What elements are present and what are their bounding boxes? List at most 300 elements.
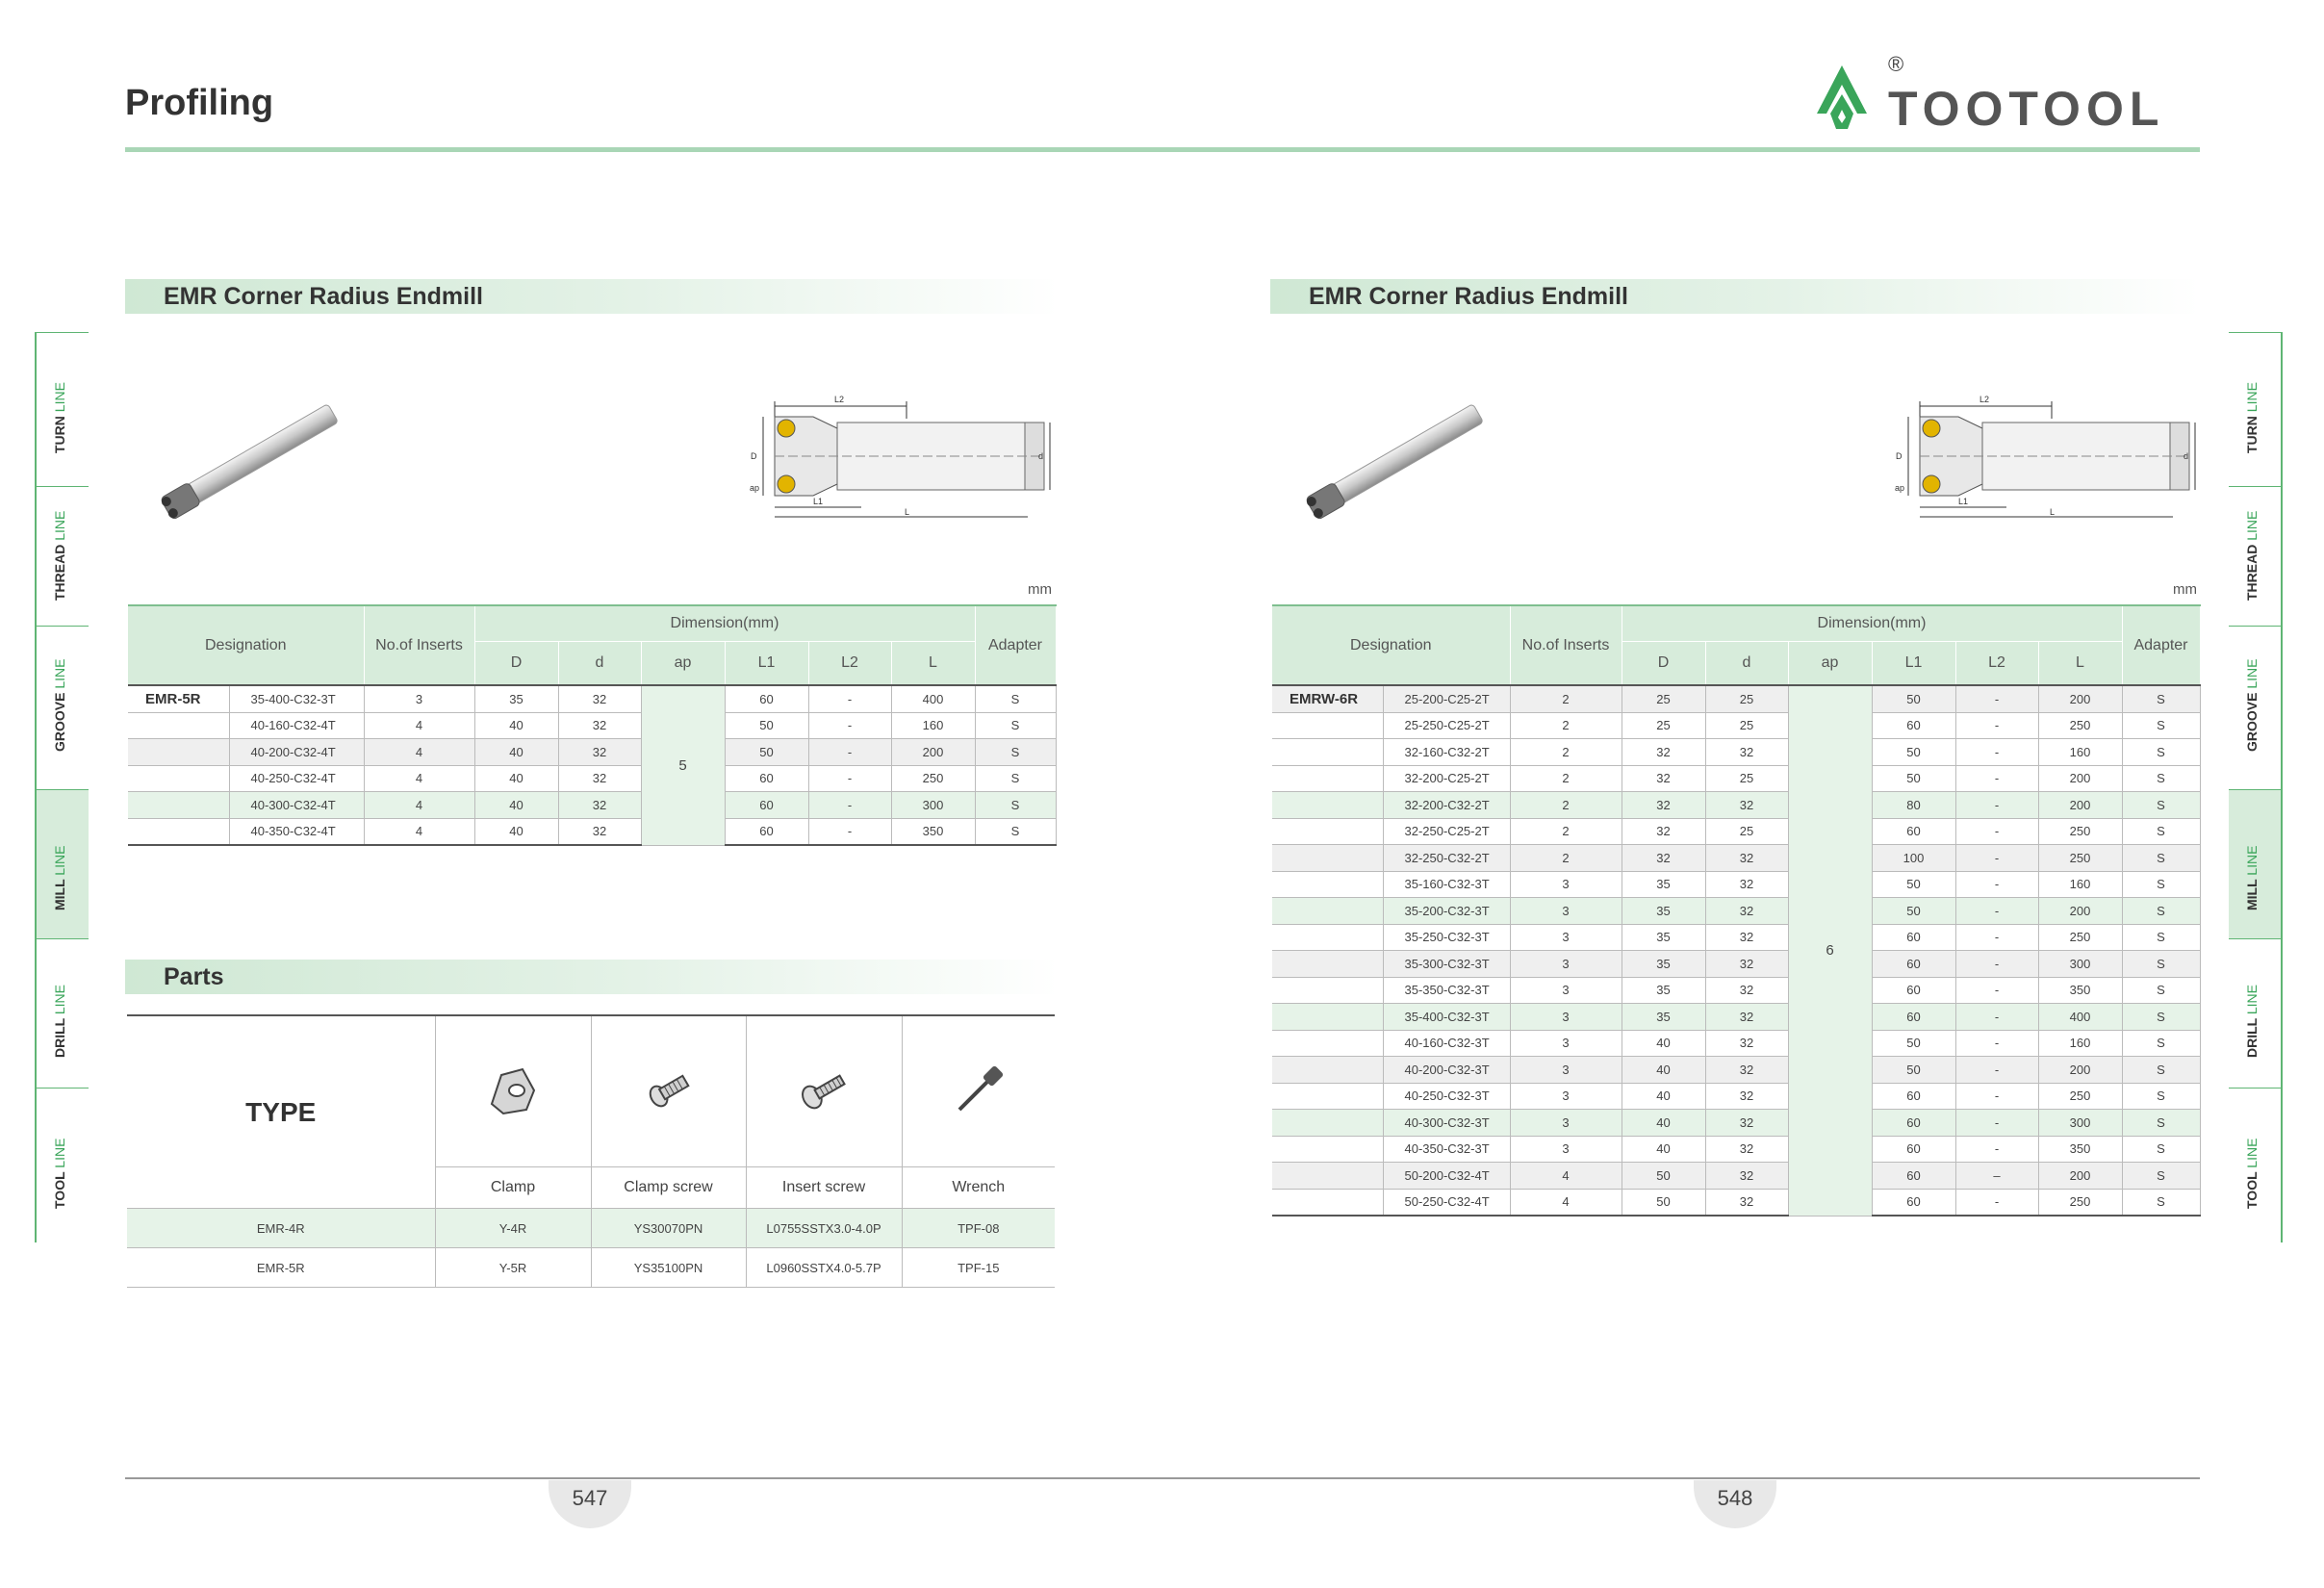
designation-cell: 40-350-C32-3T: [1383, 1136, 1510, 1163]
designation-cell: 25-250-C25-2T: [1383, 712, 1510, 739]
table-row: [1272, 1083, 2200, 1110]
side-tab-line: LINE: [52, 845, 67, 876]
header-inserts: No.of Inserts: [364, 605, 474, 685]
section-title-left: EMR Corner Radius Endmill: [125, 279, 1059, 314]
clamp-image: [435, 1015, 591, 1167]
D-cell: 35: [1622, 977, 1705, 1004]
dimension-diagram-right: [1891, 390, 2204, 520]
d-cell: 32: [1705, 1004, 1788, 1031]
L2-cell: -: [1955, 818, 2038, 845]
series-empty: [1272, 951, 1383, 978]
side-tab-word: MILL: [2244, 879, 2260, 910]
inserts-cell: 4: [364, 739, 474, 766]
header-dimension: Dimension(mm): [1622, 605, 2122, 642]
adapter-cell: S: [2122, 1110, 2200, 1137]
designation-cell: 40-160-C32-4T: [229, 712, 364, 739]
parts-col-insert-screw: Insert screw: [746, 1167, 902, 1209]
header-adapter: Adapter: [2122, 605, 2200, 685]
inserts-cell: 2: [1510, 685, 1622, 712]
side-tab-drill[interactable]: [2229, 938, 2283, 1089]
side-tab-word: TOOL: [52, 1171, 67, 1209]
header-inserts: No.of Inserts: [1510, 605, 1622, 685]
designation-cell: 35-200-C32-3T: [1383, 898, 1510, 925]
wrench-icon: [950, 1062, 1008, 1119]
L-cell: 250: [2038, 845, 2122, 872]
D-cell: 32: [1622, 765, 1705, 792]
header-ap: ap: [1788, 642, 1872, 686]
header-dimension: Dimension(mm): [474, 605, 975, 642]
table-row: [1272, 792, 2200, 819]
L2-cell: -: [1955, 765, 2038, 792]
table-row: [1272, 924, 2200, 951]
header-L1: L1: [725, 642, 808, 686]
side-tab-line: LINE: [2244, 984, 2260, 1014]
insert-screw-icon: [795, 1062, 853, 1119]
series-empty: [1272, 924, 1383, 951]
table-row: [128, 818, 1056, 845]
L1-cell: 80: [1872, 792, 1955, 819]
L-cell: 300: [891, 792, 975, 819]
series-empty: [1272, 871, 1383, 898]
D-cell: 40: [1622, 1136, 1705, 1163]
L2-cell: -: [808, 765, 891, 792]
inserts-cell: 4: [364, 792, 474, 819]
designation-cell: 50-200-C32-4T: [1383, 1163, 1510, 1190]
endmill-product-image-right: [1290, 395, 1501, 529]
d-cell: 32: [1705, 924, 1788, 951]
inserts-cell: 2: [1510, 818, 1622, 845]
inserts-cell: 4: [364, 712, 474, 739]
side-tab-turn[interactable]: [35, 332, 89, 487]
side-tab-word: THREAD: [52, 544, 67, 601]
clamp-icon: [484, 1062, 542, 1119]
L1-cell: 50: [725, 712, 808, 739]
series-empty: [1272, 1057, 1383, 1084]
D-cell: 35: [474, 685, 558, 712]
L2-cell: -: [1955, 792, 2038, 819]
L1-cell: 60: [1872, 924, 1955, 951]
L-cell: 350: [2038, 977, 2122, 1004]
inserts-cell: 2: [1510, 792, 1622, 819]
series-empty: [128, 712, 229, 739]
inserts-cell: 3: [1510, 1136, 1622, 1163]
D-cell: 40: [474, 792, 558, 819]
L2-cell: -: [1955, 924, 2038, 951]
side-tab-drill[interactable]: [35, 938, 89, 1089]
d-cell: 32: [1705, 792, 1788, 819]
svg-text:ap: ap: [750, 483, 760, 493]
svg-text:d: d: [1038, 451, 1044, 461]
designation-cell: 32-250-C25-2T: [1383, 818, 1510, 845]
table-row: [128, 765, 1056, 792]
adapter-cell: S: [2122, 818, 2200, 845]
wrench-image: [902, 1015, 1055, 1167]
L-cell: 300: [2038, 1110, 2122, 1137]
ap-cell: 6: [1788, 685, 1872, 1216]
L2-cell: -: [1955, 1057, 2038, 1084]
adapter-cell: S: [2122, 739, 2200, 766]
L2-cell: -: [1955, 977, 2038, 1004]
d-cell: 32: [1705, 1030, 1788, 1057]
adapter-cell: S: [975, 685, 1056, 712]
L2-cell: -: [1955, 712, 2038, 739]
parts-cell: L0960SSTX4.0-5.7P: [746, 1248, 902, 1288]
header-d: d: [1705, 642, 1788, 686]
L1-cell: 60: [1872, 712, 1955, 739]
L-cell: 250: [2038, 924, 2122, 951]
L1-cell: 50: [1872, 685, 1955, 712]
parts-row: [127, 1248, 1055, 1288]
adapter-cell: S: [2122, 924, 2200, 951]
L1-cell: 60: [725, 792, 808, 819]
inserts-cell: 4: [1510, 1189, 1622, 1216]
L2-cell: -: [1955, 871, 2038, 898]
adapter-cell: S: [2122, 977, 2200, 1004]
L-cell: 200: [2038, 765, 2122, 792]
d-cell: 32: [1705, 1057, 1788, 1084]
side-tab-thread[interactable]: [2229, 486, 2283, 627]
clamp-screw-icon: [640, 1062, 698, 1119]
inserts-cell: 2: [1510, 712, 1622, 739]
D-cell: 40: [474, 712, 558, 739]
series-empty: [1272, 977, 1383, 1004]
D-cell: 40: [1622, 1030, 1705, 1057]
L2-cell: -: [808, 818, 891, 845]
parts-cell: TPF-15: [902, 1248, 1055, 1288]
unit-label-left: mm: [1028, 581, 1052, 598]
adapter-cell: S: [975, 765, 1056, 792]
adapter-cell: S: [975, 792, 1056, 819]
parts-col-wrench: Wrench: [902, 1167, 1055, 1209]
header-designation: Designation: [128, 605, 364, 685]
D-cell: 35: [1622, 924, 1705, 951]
logo-text: TOOTOOL: [1888, 82, 2165, 136]
L-cell: 200: [2038, 898, 2122, 925]
designation-cell: 32-160-C32-2T: [1383, 739, 1510, 766]
d-cell: 32: [1705, 871, 1788, 898]
designation-cell: 35-350-C32-3T: [1383, 977, 1510, 1004]
table-row: [1272, 871, 2200, 898]
D-cell: 50: [1622, 1163, 1705, 1190]
L-cell: 200: [891, 739, 975, 766]
series-empty: [1272, 1136, 1383, 1163]
L1-cell: 60: [1872, 1004, 1955, 1031]
adapter-cell: S: [2122, 1083, 2200, 1110]
series-empty: [1272, 1083, 1383, 1110]
table-row: [128, 712, 1056, 739]
d-cell: 32: [1705, 1136, 1788, 1163]
d-cell: 32: [558, 712, 641, 739]
table-row: [1272, 977, 2200, 1004]
adapter-cell: S: [975, 712, 1056, 739]
header-L1: L1: [1872, 642, 1955, 686]
table-row: [1272, 765, 2200, 792]
adapter-cell: S: [2122, 1057, 2200, 1084]
unit-label-right: mm: [2173, 581, 2197, 598]
series-empty: [1272, 765, 1383, 792]
table-row: [1272, 898, 2200, 925]
side-tab-groove[interactable]: [35, 626, 89, 790]
side-tab-word: GROOVE: [2244, 692, 2260, 752]
parts-cell: EMR-5R: [127, 1248, 435, 1288]
d-cell: 32: [1705, 898, 1788, 925]
D-cell: 40: [1622, 1083, 1705, 1110]
series-empty: [1272, 712, 1383, 739]
parts-cell: L0755SSTX3.0-4.0P: [746, 1209, 902, 1248]
adapter-cell: S: [2122, 792, 2200, 819]
series-empty: [128, 739, 229, 766]
inserts-cell: 3: [1510, 1057, 1622, 1084]
table-row: [128, 685, 1056, 712]
series-empty: [1272, 1030, 1383, 1057]
designation-cell: 32-200-C32-2T: [1383, 792, 1510, 819]
d-cell: 32: [558, 818, 641, 845]
L1-cell: 60: [725, 685, 808, 712]
L-cell: 200: [2038, 1057, 2122, 1084]
D-cell: 35: [1622, 951, 1705, 978]
inserts-cell: 3: [1510, 898, 1622, 925]
side-tab-word: GROOVE: [52, 692, 67, 752]
L1-cell: 50: [1872, 898, 1955, 925]
L1-cell: 50: [725, 739, 808, 766]
L1-cell: 100: [1872, 845, 1955, 872]
d-cell: 25: [1705, 685, 1788, 712]
L1-cell: 60: [1872, 818, 1955, 845]
side-tab-line: LINE: [52, 510, 67, 541]
L1-cell: 50: [1872, 1057, 1955, 1084]
adapter-cell: S: [2122, 845, 2200, 872]
designation-cell: 35-160-C32-3T: [1383, 871, 1510, 898]
designation-cell: 35-400-C32-3T: [229, 685, 364, 712]
adapter-cell: S: [2122, 1189, 2200, 1216]
svg-text:L: L: [905, 507, 910, 517]
table-row: [1272, 1110, 2200, 1137]
adapter-cell: S: [2122, 765, 2200, 792]
header-divider: [125, 147, 2200, 152]
header-designation: Designation: [1272, 605, 1510, 685]
L2-cell: -: [1955, 1189, 2038, 1216]
L2-cell: -: [1955, 898, 2038, 925]
side-tab-mill[interactable]: [2229, 789, 2283, 944]
inserts-cell: 3: [1510, 924, 1622, 951]
page-number-left: 547: [549, 1480, 631, 1528]
adapter-cell: S: [2122, 1163, 2200, 1190]
svg-text:ap: ap: [1895, 483, 1905, 493]
series-empty: [1272, 818, 1383, 845]
parts-col-clamp: Clamp: [435, 1167, 591, 1209]
L2-cell: -: [1955, 739, 2038, 766]
svg-text:D: D: [1896, 451, 1903, 461]
inserts-cell: 3: [1510, 1004, 1622, 1031]
designation-cell: 35-250-C32-3T: [1383, 924, 1510, 951]
page-number-right: 548: [1694, 1480, 1776, 1528]
series-label: EMR-5R: [128, 685, 229, 712]
spec-table-left: [128, 604, 1057, 846]
side-tab-line: LINE: [2244, 658, 2260, 689]
table-row: [1272, 1004, 2200, 1031]
page-title: Profiling: [125, 83, 274, 123]
D-cell: 40: [474, 765, 558, 792]
L1-cell: 60: [1872, 1136, 1955, 1163]
adapter-cell: S: [2122, 1004, 2200, 1031]
side-tab-tool[interactable]: [2229, 1088, 2283, 1242]
registered-mark: ®: [1888, 52, 1904, 76]
header-L: L: [891, 642, 975, 686]
side-tab-word: TURN: [2244, 416, 2260, 453]
D-cell: 35: [1622, 871, 1705, 898]
d-cell: 32: [1705, 951, 1788, 978]
svg-text:d: d: [2184, 451, 2189, 461]
D-cell: 50: [1622, 1189, 1705, 1216]
d-cell: 32: [558, 739, 641, 766]
inserts-cell: 2: [1510, 739, 1622, 766]
endmill-product-image: [144, 395, 356, 529]
L-cell: 160: [2038, 1030, 2122, 1057]
L-cell: 400: [2038, 1004, 2122, 1031]
type-label: TYPE: [127, 1015, 435, 1209]
section-title-right: EMR Corner Radius Endmill: [1270, 279, 2200, 314]
header-L: L: [2038, 642, 2122, 686]
D-cell: 25: [1622, 712, 1705, 739]
side-tab-line: LINE: [2244, 382, 2260, 413]
table-row: [1272, 685, 2200, 712]
d-cell: 32: [1705, 739, 1788, 766]
L2-cell: -: [808, 685, 891, 712]
L-cell: 160: [891, 712, 975, 739]
side-tab-word: TURN: [52, 416, 67, 453]
L-cell: 250: [891, 765, 975, 792]
footer-divider: [125, 1477, 2200, 1479]
L2-cell: -: [1955, 1110, 2038, 1137]
table-row: [1272, 1189, 2200, 1216]
header-d: d: [558, 642, 641, 686]
L-cell: 400: [891, 685, 975, 712]
L1-cell: 50: [1872, 1030, 1955, 1057]
ap-cell: 5: [641, 685, 725, 845]
L-cell: 350: [2038, 1136, 2122, 1163]
L-cell: 160: [2038, 739, 2122, 766]
side-tab-mill[interactable]: [35, 789, 89, 944]
header-D: D: [1622, 642, 1705, 686]
parts-row: [127, 1209, 1055, 1248]
L-cell: 200: [2038, 1163, 2122, 1190]
table-row: [1272, 739, 2200, 766]
inserts-cell: 4: [364, 818, 474, 845]
L1-cell: 50: [1872, 871, 1955, 898]
adapter-cell: S: [2122, 685, 2200, 712]
side-tab-tool[interactable]: [35, 1088, 89, 1242]
designation-cell: 40-160-C32-3T: [1383, 1030, 1510, 1057]
adapter-cell: S: [2122, 951, 2200, 978]
d-cell: 32: [1705, 845, 1788, 872]
table-row: [1272, 1163, 2200, 1190]
L1-cell: 60: [1872, 1189, 1955, 1216]
d-cell: 25: [1705, 765, 1788, 792]
designation-cell: 40-300-C32-3T: [1383, 1110, 1510, 1137]
series-empty: [1272, 1004, 1383, 1031]
d-cell: 32: [558, 792, 641, 819]
D-cell: 40: [1622, 1057, 1705, 1084]
L1-cell: 60: [1872, 951, 1955, 978]
svg-text:L1: L1: [813, 497, 824, 506]
inserts-cell: 3: [364, 685, 474, 712]
L2-cell: -: [808, 792, 891, 819]
series-empty: [1272, 1163, 1383, 1190]
side-tab-word: DRILL: [2244, 1017, 2260, 1058]
L2-cell: –: [1955, 1163, 2038, 1190]
designation-cell: 35-400-C32-3T: [1383, 1004, 1510, 1031]
side-tab-line: LINE: [2244, 1138, 2260, 1168]
D-cell: 40: [474, 818, 558, 845]
side-tab-line: LINE: [52, 984, 67, 1014]
inserts-cell: 3: [1510, 871, 1622, 898]
L2-cell: -: [808, 739, 891, 766]
L2-cell: -: [1955, 845, 2038, 872]
table-row: [1272, 712, 2200, 739]
D-cell: 32: [1622, 845, 1705, 872]
d-cell: 32: [1705, 1163, 1788, 1190]
inserts-cell: 3: [1510, 951, 1622, 978]
designation-cell: 50-250-C32-4T: [1383, 1189, 1510, 1216]
designation-cell: 32-200-C25-2T: [1383, 765, 1510, 792]
side-tab-groove[interactable]: [2229, 626, 2283, 790]
table-row: [128, 739, 1056, 766]
side-tab-word: DRILL: [52, 1017, 67, 1058]
parts-cell: Y-4R: [435, 1209, 591, 1248]
series-empty: [1272, 792, 1383, 819]
adapter-cell: S: [2122, 1030, 2200, 1057]
parts-cell: TPF-08: [902, 1209, 1055, 1248]
table-row: [1272, 818, 2200, 845]
L2-cell: -: [1955, 1136, 2038, 1163]
series-empty: [1272, 1110, 1383, 1137]
designation-cell: 40-250-C32-3T: [1383, 1083, 1510, 1110]
L1-cell: 60: [1872, 977, 1955, 1004]
spec-table-right: [1272, 604, 2201, 1217]
L2-cell: -: [1955, 1083, 2038, 1110]
L2-cell: -: [1955, 1030, 2038, 1057]
header-adapter: Adapter: [975, 605, 1056, 685]
side-tab-line: LINE: [2244, 845, 2260, 876]
side-tab-line: LINE: [52, 658, 67, 689]
adapter-cell: S: [975, 739, 1056, 766]
L1-cell: 60: [1872, 1110, 1955, 1137]
D-cell: 25: [1622, 685, 1705, 712]
D-cell: 32: [1622, 818, 1705, 845]
d-cell: 25: [1705, 712, 1788, 739]
designation-cell: 32-250-C32-2T: [1383, 845, 1510, 872]
inserts-cell: 2: [1510, 765, 1622, 792]
side-tab-line: LINE: [52, 1138, 67, 1168]
series-empty: [128, 792, 229, 819]
side-tab-thread[interactable]: [35, 486, 89, 627]
designation-cell: 40-250-C32-4T: [229, 765, 364, 792]
inserts-cell: 2: [1510, 845, 1622, 872]
L1-cell: 60: [1872, 1083, 1955, 1110]
designation-cell: 40-200-C32-4T: [229, 739, 364, 766]
inserts-cell: 3: [1510, 1030, 1622, 1057]
svg-text:D: D: [751, 451, 757, 461]
inserts-cell: 3: [1510, 977, 1622, 1004]
d-cell: 25: [1705, 818, 1788, 845]
section-title-parts: Parts: [125, 960, 1059, 994]
table-row: [1272, 1057, 2200, 1084]
adapter-cell: S: [2122, 898, 2200, 925]
table-row: [1272, 1030, 2200, 1057]
header-L2: L2: [808, 642, 891, 686]
side-tab-turn[interactable]: [2229, 332, 2283, 487]
series-empty: [1272, 739, 1383, 766]
